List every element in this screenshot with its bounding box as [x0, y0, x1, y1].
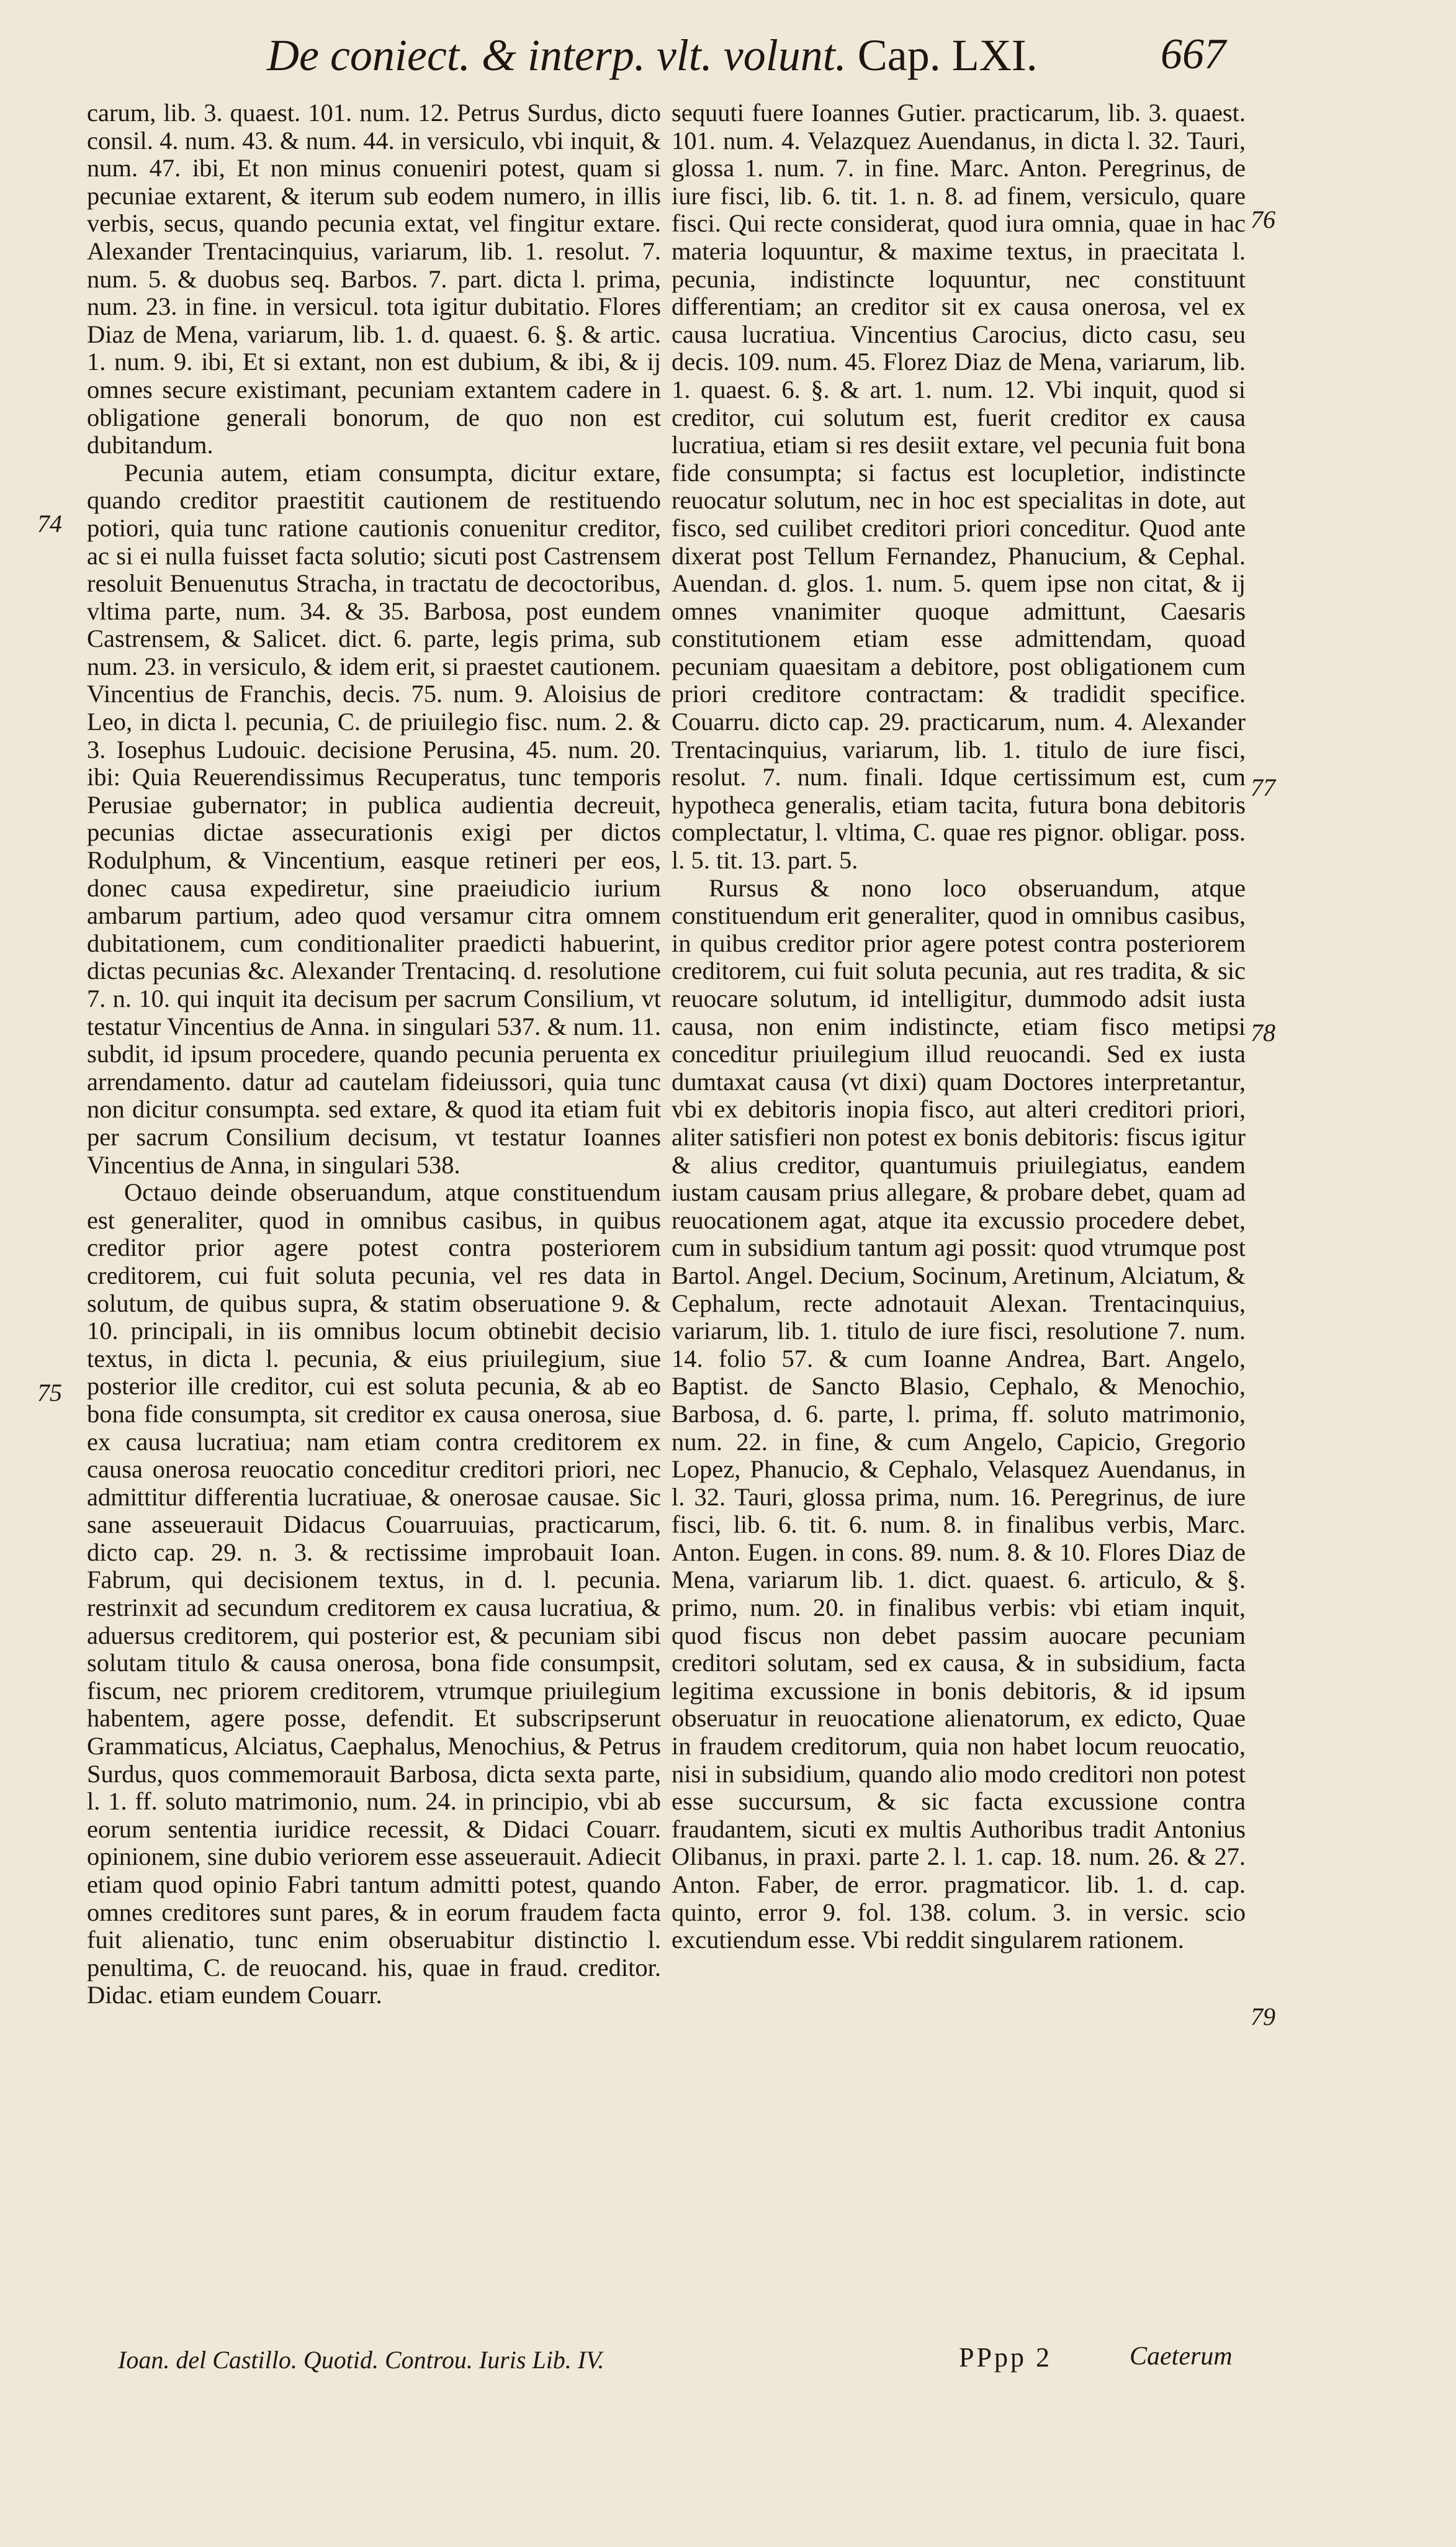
catchword: Caeterum: [1130, 2342, 1233, 2371]
paragraph: carum, lib. 3. quaest. 101. num. 12. Petrus Surdus, dicto consil. 4. num. 43. & num. 44. in versiculo, vbi inquit, & num. 47. ibi, Et non minus conueniri potest, quam si pecuniae extarent, & iterum sub eodem numero, in illis verbis, secus, quando pecunia extat, vel fingitur extare. Alexander Trentacinquius, variarum, lib. 1. resolut. 7. num. 5. & duobus seq. Barbos. 7. part. dicta l. prima, num. 23. in fine. in versicul. tota igitur dubitatio. Flores Diaz de Mena, variarum, lib. 1. d. quaest. 6. §. & artic. 1. num. 9. ibi, Et si extant, non est dubium, & ibi, & ij omnes secure existimant, pecuniam extantem cadere in obligatione generali bonorum, de quo non est dubitandum.: [87, 99, 661, 459]
running-title: [267, 30, 1038, 81]
margin-number: 78: [1251, 1019, 1275, 1047]
page-header: [0, 25, 1456, 93]
signature-mark: PPpp 2: [959, 2342, 1052, 2373]
left-column: [87, 99, 661, 2009]
paragraph: Pecunia autem, etiam consumpta, dicitur extare, quando creditor praestitit cautionem de restituendo potiori, quia tunc ratione cautionis conuenitur creditor, ac si ei nulla fuisset facta solutio; sicuti post Castrensem resoluit Benuenutus Stracha, in tractatu de decoctoribus, vltima parte, num. 34. & 35. Barbosa, post eundem Castrensem, & Salicet. dict. 6. parte, legis prima, sub num. 23. in versiculo, & idem erit, si praestet cautionem. Vincentius de Franchis, decis. 75. num. 9. Aloisius de Leo, in dicta l. pecunia, C. de priuilegio fisc. num. 2. & 3. Iosephus Ludouic. decisione Perusina, 45. num. 20. ibi: Quia Reuerendissimus Recuperatus, tunc temporis Perusiae gubernator; in publica audientia decreuit, pecunias dictae assecurationis exigi per dictos Rodulphum, & Vincentium, easque retineri per eos, donec causa expediretur, sine praeiudicio iurium ambarum partium, adeo quod versamur citra omnem dubitationem, cum conditionaliter praedicti habuerint, dictas pecunias &c. Alexander Trentacinq. d. resolutione 7. n. 10. qui inquit ita decisum per sacrum Consilium, vt testatur Vincentius de Anna. in singulari 537. & num. 11. subdit, id ipsum procedere, quando pecunia peruenta ex arrendamento. datur ad cautelam fideiussori, quia tunc non dicitur consumpta. sed extare, & quod ita etiam fuit per sacrum Consilium decisum, vt testatur Ioannes Vincentius de Anna, in singulari 538.: [87, 458, 661, 1179]
chapter-label: Cap. LXI.: [857, 30, 1038, 80]
page-number: 667: [1161, 30, 1226, 78]
margin-number: 74: [37, 510, 62, 538]
margin-number: 75: [37, 1379, 62, 1407]
margin-number: 76: [1251, 205, 1275, 233]
margin-number: 77: [1251, 773, 1275, 801]
paragraph: Octauo deinde obseruandum, atque constituendum est generaliter, quod in omnibus casibus, in quibus creditor prior agere potest contra posteriorem creditorem, cui fuit soluta pecunia, vel res data in solutum, de quibus supra, & statim obseruatione 9. & 10. principali, in iis omnibus locum obtinebit decisio textus, in dicta l. pecunia, & eius priuilegium, siue posterior ille creditor, cui est soluta pecunia, & ab eo bona fide consumpta, sit creditor ex causa onerosa, siue ex causa lucratiua; nam etiam contra creditorem ex causa onerosa reuocatio conceditur creditori priori, nec admittitur differentia lucratiuae, & onerosae causae. Sic sane asseuerauit Didacus Couarruuias, practicarum, dicto cap. 29. n. 3. & rectissime improbauit Ioan. Fabrum, qui decisionem textus, in d. l. pecunia. restrinxit ad secundum creditorem ex causa lucratiua, & aduersus creditorem, qui posterior est, & pecuniam sibi solutam titulo & causa onerosa, bona fide consumpsit, fiscum, nec priorem creditorem, vtrumque priuilegium habentem, agere posse, defendit. Et subscripserunt Grammaticus, Alciatus, Caephalus, Menochius, & Petrus Surdus, quos commemorauit Barbosa, dicta sexta parte, l. 1. ff. soluto matrimonio, num. 24. in principio, vbi ab eorum sententia iuridice recessit, & Didaci Couarr. opinionem, sine dubio veriorem esse asseuerauit. Adiecit etiam quod opinio Fabri tantum admitti potest, quando omnes creditores sunt pares, & in eorum fraudem facta fuit alienatio, tunc enim obseruabitur distinctio l. penultima, C. de reuocand. his, quae in fraud. creditor. Didac. etiam eundem Couarr.: [87, 1178, 661, 2009]
margin-number: 79: [1251, 2003, 1275, 2031]
running-foot: Ioan. del Castillo. Quotid. Controu. Iuris Lib. IV.: [118, 2346, 604, 2374]
paragraph: sequuti fuere Ioannes Gutier. practicarum, lib. 3. quaest. 101. num. 4. Velazquez Auendanus, in dicta l. 32. Tauri, glossa 1. num. 7. in fine. Marc. Anton. Peregrinus, de iure fisci, lib. 6. tit. 1. n. 8. ad finem, versiculo, quare fisci. Qui recte considerat, quod iura omnia, quae in hac materia loquuntur, & maxime textus, in praecitata l. pecunia, indistincte loquuntur, nec constituunt differentiam; an creditor sit ex causa onerosa, vel ex causa lucratiua. Vincentius Carocius, dicto casu, seu decis. 109. num. 45. Florez Diaz de Mena, variarum, lib. 1. quaest. 6. §. & art. 1. num. 12. Vbi inquit, quod si creditor, cui solutum est, fuerit creditor ex causa lucratiua, etiam si res desiit extare, vel pecunia fuit bona fide consumpta; si factus est locupletior, indistincte reuocatur solutum, nec in hoc est specialitas in dote, aut fisco, sed cuilibet creditori priori conceditur. Quod ante dixerat post Tellum Fernandez, Phanucium, & Cephal. Auendan. d. glos. 1. num. 5. quem ipse non citat, & ij omnes vnanimiter quoque admittunt, Caesaris constitutionem etiam esse admittendam, quoad pecuniam quaesitam a debitore, post obligationem cum priori creditore contractam: & tradidit specifice. Couarru. dicto cap. 29. practicarum, num. 4. Alexander Trentacinquius, variarum, lib. 1. titulo de iure fisci, resolut. 7. num. finali. Idque certissimum est, cum hypotheca generalis, etiam tacita, futura bona debitoris complectatur, l. vltima, C. quae res pignor. obligar. poss. l. 5. tit. 13. part. 5.: [672, 99, 1246, 875]
title-text: De coniect. & interp. vlt. volunt.: [267, 30, 847, 80]
right-column: [672, 99, 1246, 1954]
paragraph: Rursus & nono loco obseruandum, atque constituendum erit generaliter, quod in omnibus casibus, in quibus creditor prior agere potest contra posteriorem creditorem, cui fuit soluta pecunia, aut res tradita, & sic reuocare solutum, id intelligitur, dummodo adsit iusta causa, non enim indistincte, etiam fisco metipsi conceditur priuilegium illud reuocandi. Sed ex iusta dumtaxat causa (vt dixi) quam Doctores interpretantur, vbi ex debitoris inopia fisco, aut alteri creditori priori, aliter satisfieri non potest ex bonis debitoris: fiscus igitur & alius creditor, quantumuis priuilegiatus, eandem iustam causam prius allegare, & probare debet, quam ad reuocationem agat, atque ita excussio procedere debet, cum in subsidium tantum agi possit: quod vtrumque post Bartol. Angel. Decium, Socinum, Aretinum, Alciatum, & Cephalum, recte adnotauit Alexan. Trentacinquius, variarum, lib. 1. titulo de iure fisci, resolutione 7. num. 14. folio 57. & cum Ioanne Andrea, Bart. Angelo, Baptist. de Sancto Blasio, Cephalo, & Menochio, Barbosa, d. 6. parte, l. prima, ff. soluto matrimonio, num. 22. in fine, & cum Angelo, Capicio, Gregorio Lopez, Phanucio, & Cephalo, Velasquez Auendanus, in l. 32. Tauri, glossa prima, num. 16. Peregrinus, de iure fisci, lib. 6. tit. 6. num. 8. in finalibus verbis, Marc. Anton. Eugen. in cons. 89. num. 8. & 10. Flores Diaz de Mena, variarum lib. 1. dict. quaest. 6. articulo, & §. primo, num. 20. in finalibus verbis: vbi etiam inquit, quod fiscus non debet passim auocare pecuniam creditori solutam, sed ex causa, & in subsidium, facta legitima excussione in bonis debitoris, & id ipsum obseruatur in reuocatione alienatorum, ex edicto, Quae in fraudem creditorum, quia non habet locum reuocatio, nisi in subsidium, quando alio modo creditori non potest esse succursum, & sic facta excussione contra fraudantem, sicuti ex multis Authoribus tradit Antonius Olibanus, in praxi. parte 2. l. 1. cap. 18. num. 26. & 27. Anton. Faber, de error. pragmaticor. lib. 1. d. cap. quinto, error 9. fol. 138. colum. 3. in versic. scio excutiendum esse. Vbi reddit singularem rationem.: [672, 873, 1246, 1954]
